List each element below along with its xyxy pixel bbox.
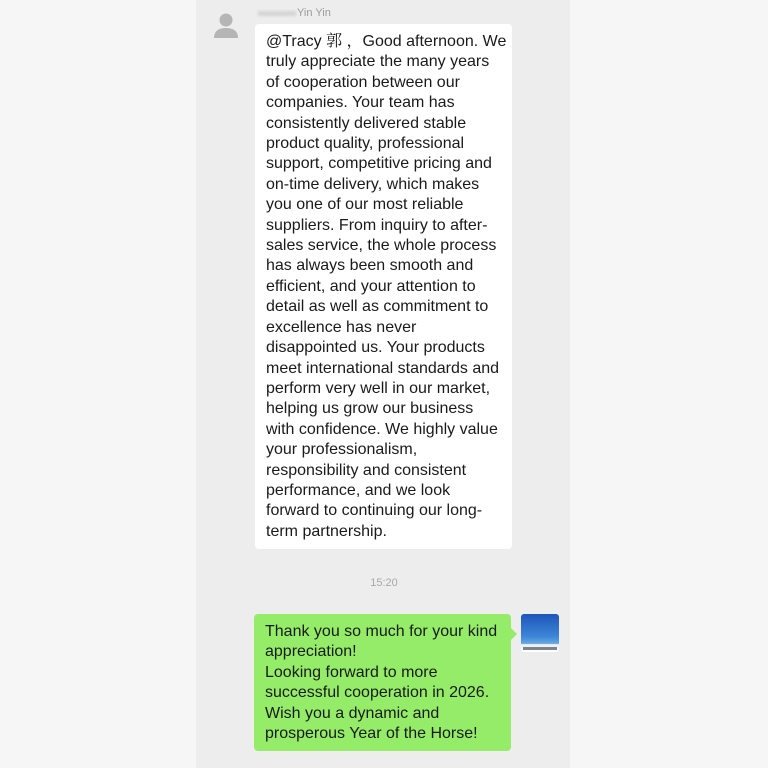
outgoing-message-bubble[interactable] bbox=[254, 614, 511, 751]
incoming-message-bubble[interactable] bbox=[255, 24, 512, 549]
message-text-line: @Tracy 郭 ，Good afternoon. We bbox=[266, 33, 507, 50]
message-text-line: disappointed us. Your products bbox=[266, 339, 485, 357]
message-text-line: perform very well in our market, bbox=[266, 379, 491, 397]
sender-name: Yin Yin bbox=[258, 7, 331, 19]
message-text-line: support, competitive pricing and bbox=[266, 155, 492, 173]
message-text-line: efficient, and your attention to bbox=[266, 277, 476, 295]
message-text-line: successful cooperation in 2026. bbox=[265, 684, 490, 702]
message-text-line: responsibility and consistent bbox=[266, 461, 467, 479]
message-text-line: sales service, the whole process bbox=[266, 237, 497, 255]
message-text-line: forward to continuing our long- bbox=[266, 502, 483, 520]
message-text-line: term partnership. bbox=[266, 522, 387, 540]
message-text-line: on-time delivery, which makes bbox=[266, 175, 480, 193]
message-text-line: excellence has never bbox=[266, 318, 417, 336]
message-text-line: truly appreciate the many years bbox=[266, 53, 490, 71]
message-text-line: Thank you so much for your kind bbox=[265, 623, 498, 640]
message-text-line: prosperous Year of the Horse! bbox=[265, 725, 478, 743]
message-text-line: Wish you a dynamic and bbox=[265, 704, 440, 722]
message-text-line: appreciation! bbox=[265, 643, 357, 661]
message-text-line: you one of our most reliable bbox=[266, 196, 464, 214]
own-avatar-image[interactable] bbox=[521, 614, 559, 652]
message-text-line: detail as well as commitment to bbox=[266, 298, 489, 316]
message-text-line: performance, and we look bbox=[266, 481, 451, 499]
message-timestamp: 15:20 bbox=[370, 577, 398, 589]
message-text-line: your professionalism, bbox=[266, 441, 418, 459]
message-text-line: companies. Your team has bbox=[266, 94, 455, 112]
message-text-line: meet international standards and bbox=[266, 359, 500, 377]
message-text-line: suppliers. From inquiry to after- bbox=[266, 216, 488, 234]
message-text-line: consistently delivered stable bbox=[266, 114, 467, 132]
message-text-line: of cooperation between our bbox=[266, 73, 460, 91]
message-text-line: has always been smooth and bbox=[266, 257, 474, 275]
message-text-line: Looking forward to more bbox=[265, 663, 438, 681]
message-text-line: with confidence. We highly value bbox=[266, 420, 498, 438]
message-text-line: helping us grow our business bbox=[266, 400, 474, 418]
sender-avatar-icon[interactable] bbox=[211, 10, 241, 40]
message-text-line: product quality, professional bbox=[266, 135, 465, 153]
